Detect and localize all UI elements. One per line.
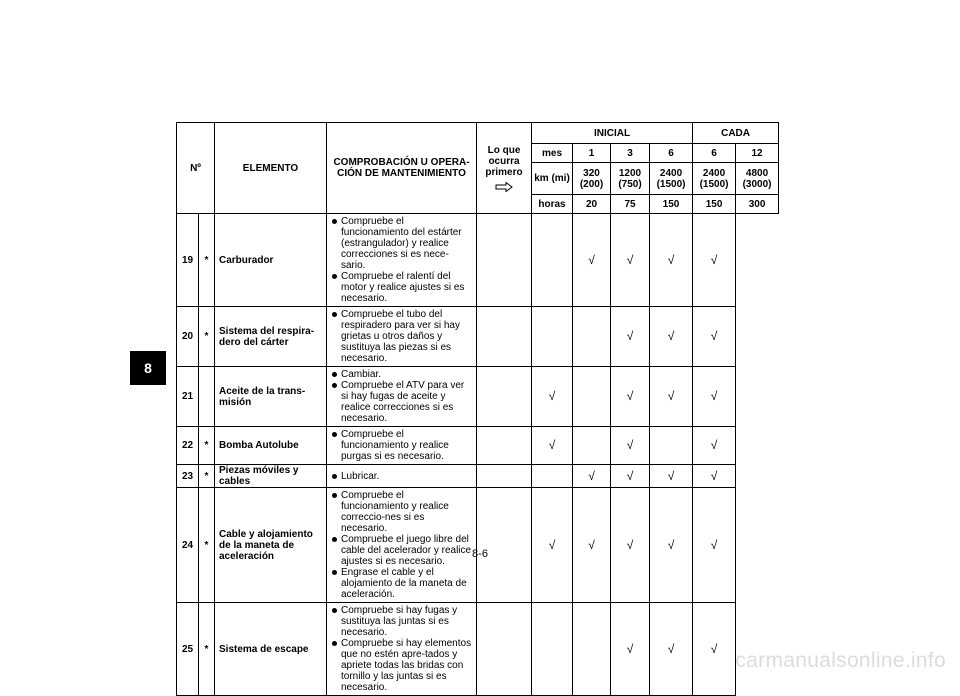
row-operations <box>327 465 477 488</box>
row-asterisk <box>199 367 215 427</box>
header-elemento: ELEMENTO <box>215 123 327 214</box>
header-comprobacion: COMPROBACIÓN U OPERA-CIÓN DE MANTENIMIENTO <box>327 123 477 214</box>
header-horas-value: 150 <box>650 195 693 214</box>
operations-list <box>331 369 473 424</box>
operation-item: Compruebe el funcionamiento y realice correccio-nes si es necesario. <box>331 490 473 534</box>
row-asterisk: * <box>199 427 215 465</box>
table-row <box>177 465 779 488</box>
header-km-label: km (mi) <box>532 163 573 195</box>
table-body <box>177 214 779 696</box>
check-cell <box>573 307 611 367</box>
row-label-spacer <box>477 488 532 603</box>
row-item-name: Piezas móviles y cables <box>215 465 327 488</box>
row-number: 19 <box>177 214 199 307</box>
operation-item: Cambiar. <box>331 369 473 380</box>
operation-item: Compruebe el juego libre del cable del acelerador y realice ajustes si es necesario. <box>331 534 473 567</box>
table-row <box>177 603 779 696</box>
header-inicial: INICIAL <box>532 123 693 144</box>
check-cell: √ <box>573 465 611 488</box>
check-cell: √ <box>693 307 736 367</box>
row-operations <box>327 367 477 427</box>
arrow-right-icon <box>495 182 513 192</box>
check-cell <box>532 214 573 307</box>
row-operations <box>327 603 477 696</box>
header-km-value: 2400 (1500) <box>650 163 693 195</box>
check-cell: √ <box>650 603 693 696</box>
table-row <box>177 367 779 427</box>
check-cell <box>573 367 611 427</box>
row-operations <box>327 427 477 465</box>
header-mes-label: mes <box>532 144 573 163</box>
row-label-spacer <box>477 465 532 488</box>
table-row <box>177 214 779 307</box>
header-horas-label: horas <box>532 195 573 214</box>
operation-item: Compruebe el funcionamiento del estárter (estrangulador) y realice correcciones si es nece-sario. <box>331 216 473 271</box>
header-no: Nº <box>177 123 215 214</box>
row-asterisk: * <box>199 214 215 307</box>
row-item-name: Cable y alojamiento de la maneta de aceleración <box>215 488 327 603</box>
header-horas-value: 150 <box>693 195 736 214</box>
maintenance-table <box>176 122 779 696</box>
page-number: 8-6 <box>472 548 488 560</box>
operations-list <box>331 471 473 482</box>
check-cell: √ <box>693 427 736 465</box>
check-cell: √ <box>611 488 650 603</box>
check-cell: √ <box>650 307 693 367</box>
check-cell: √ <box>693 214 736 307</box>
header-km-value: 4800 (3000) <box>736 163 779 195</box>
operation-item: Compruebe el tubo del respiradero para ver si hay grietas u otros daños y sustituya las piezas si es necesario. <box>331 309 473 364</box>
operation-item: Compruebe si hay elementos que no estén apre-tados y apriete todas las bridas con tornillo y las juntas si es necesario. <box>331 638 473 693</box>
operations-list <box>331 490 473 600</box>
header-mes-value: 3 <box>611 144 650 163</box>
check-cell: √ <box>532 488 573 603</box>
row-label-spacer <box>477 307 532 367</box>
header-km-value: 2400 (1500) <box>693 163 736 195</box>
row-number: 25 <box>177 603 199 696</box>
row-item-name: Sistema del respira-dero del cárter <box>215 307 327 367</box>
row-operations <box>327 214 477 307</box>
row-number: 20 <box>177 307 199 367</box>
check-cell: √ <box>611 367 650 427</box>
row-item-name: Sistema de escape <box>215 603 327 696</box>
header-mes-value: 1 <box>573 144 611 163</box>
operation-item: Compruebe el ralentí del motor y realice ajustes si es necesario. <box>331 271 473 304</box>
check-cell <box>532 465 573 488</box>
row-asterisk: * <box>199 307 215 367</box>
header-horas-value: 300 <box>736 195 779 214</box>
watermark: carmanualsonline.info <box>735 649 946 672</box>
row-number: 22 <box>177 427 199 465</box>
check-cell: √ <box>532 427 573 465</box>
check-cell: √ <box>611 307 650 367</box>
check-cell <box>532 603 573 696</box>
header-horas-value: 75 <box>611 195 650 214</box>
row-asterisk: * <box>199 488 215 603</box>
check-cell <box>573 427 611 465</box>
operation-item: Compruebe el ATV para ver si hay fugas de aceite y realice correcciones si es necesario. <box>331 380 473 424</box>
operation-item: Compruebe el funcionamiento y realice purgas si es necesario. <box>331 429 473 462</box>
check-cell: √ <box>693 465 736 488</box>
check-cell: √ <box>532 367 573 427</box>
operations-list <box>331 429 473 462</box>
check-cell: √ <box>650 367 693 427</box>
check-cell: √ <box>573 214 611 307</box>
row-number: 21 <box>177 367 199 427</box>
header-mes-value: 6 <box>693 144 736 163</box>
table-row <box>177 307 779 367</box>
check-cell <box>650 427 693 465</box>
row-label-spacer <box>477 603 532 696</box>
check-cell: √ <box>611 214 650 307</box>
check-cell: √ <box>650 214 693 307</box>
row-number: 23 <box>177 465 199 488</box>
table-row <box>177 427 779 465</box>
row-operations <box>327 307 477 367</box>
operations-list <box>331 605 473 693</box>
check-cell <box>532 307 573 367</box>
row-label-spacer <box>477 427 532 465</box>
operation-item: Lubricar. <box>331 471 473 482</box>
row-item-name: Carburador <box>215 214 327 307</box>
row-item-name: Bomba Autolube <box>215 427 327 465</box>
header-lo-que-ocurra <box>477 123 532 214</box>
header-cada: CADA <box>693 123 779 144</box>
check-cell: √ <box>693 488 736 603</box>
header-km-value: 1200 (750) <box>611 163 650 195</box>
check-cell: √ <box>693 603 736 696</box>
row-asterisk: * <box>199 465 215 488</box>
header-mes-value: 6 <box>650 144 693 163</box>
chapter-tab: 8 <box>130 351 166 385</box>
row-number: 24 <box>177 488 199 603</box>
row-label-spacer <box>477 214 532 307</box>
check-cell: √ <box>650 465 693 488</box>
header-horas-value: 20 <box>573 195 611 214</box>
header-lo-que-ocurra-label: Lo que ocurra primero <box>485 144 523 178</box>
check-cell <box>573 603 611 696</box>
operations-list <box>331 216 473 304</box>
header-mes-value: 12 <box>736 144 779 163</box>
operations-list <box>331 309 473 364</box>
row-label-spacer <box>477 367 532 427</box>
header-km-value: 320 (200) <box>573 163 611 195</box>
check-cell: √ <box>611 603 650 696</box>
row-item-name: Aceite de la trans-misión <box>215 367 327 427</box>
row-asterisk: * <box>199 603 215 696</box>
check-cell: √ <box>611 465 650 488</box>
row-operations <box>327 488 477 603</box>
operation-item: Engrase el cable y el alojamiento de la maneta de aceleración. <box>331 567 473 600</box>
check-cell: √ <box>693 367 736 427</box>
table-row <box>177 488 779 603</box>
check-cell: √ <box>650 488 693 603</box>
check-cell: √ <box>611 427 650 465</box>
operation-item: Compruebe si hay fugas y sustituya las juntas si es necesario. <box>331 605 473 638</box>
check-cell: √ <box>573 488 611 603</box>
